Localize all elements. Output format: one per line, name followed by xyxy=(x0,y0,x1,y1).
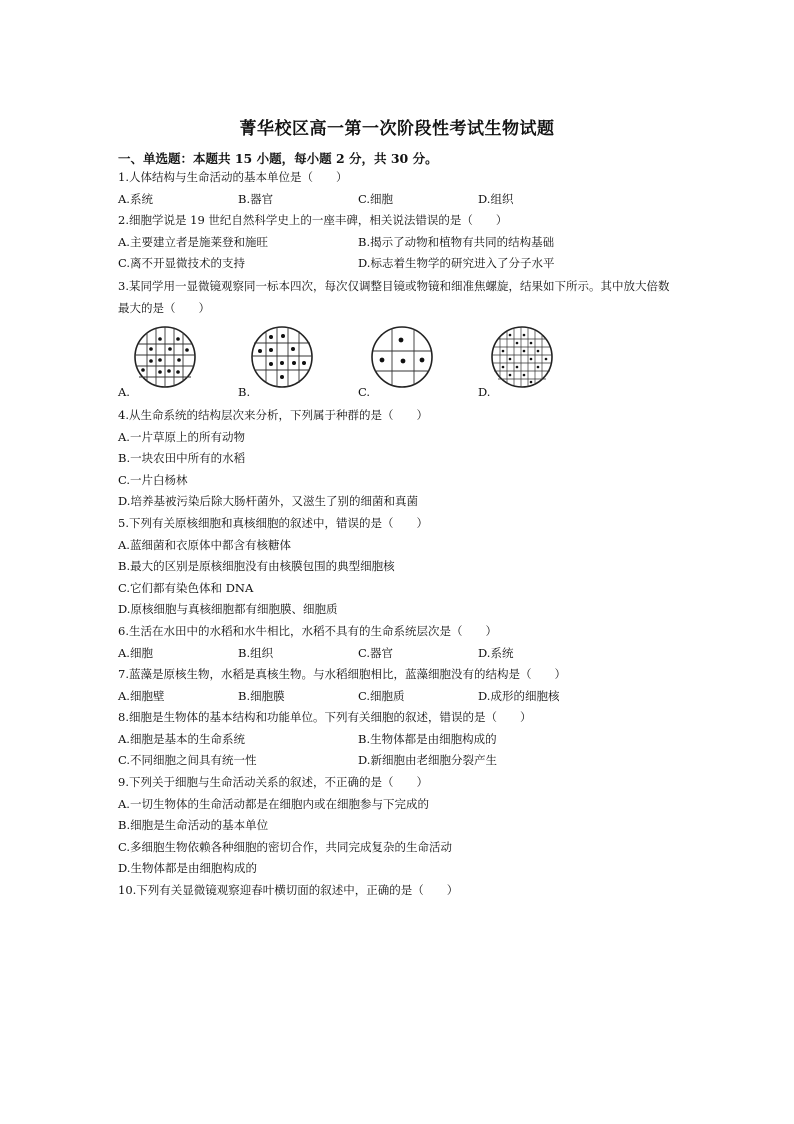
question-4-option-b: B.一块农田中所有的水稻 xyxy=(118,451,246,465)
question-5-option-d: D.原核细胞与真核细胞都有细胞膜、细胞质 xyxy=(118,602,338,616)
question-10-stem: 10.下列有关显微镜观察迎春叶横切面的叙述中，正确的是（ ） xyxy=(118,883,459,897)
question-7-stem: 7.蓝藻是原核生物，水稻是真核生物。与水稻细胞相比，蓝藻细胞没有的结构是（ ） xyxy=(118,667,566,681)
question-3-stem: 3.某同学用一显微镜观察同一标本四次，每次仅调整目镜或物镜和细准焦螺旋，结果如下所示。其中放大倍数最大的是（ ） xyxy=(118,279,670,315)
question-8-stem: 8.细胞是生物体的基本结构和功能单位。下列有关细胞的叙述，错误的是（ ） xyxy=(118,710,532,724)
question-5-option-c: C.它们都有染色体和 DNA xyxy=(118,581,254,595)
question-4-stem: 4.从生命系统的结构层次来分析，下列属于种群的是（ ） xyxy=(118,408,428,422)
question-2-option-c: C.离不开显微技术的支持 xyxy=(118,256,246,270)
question-1-option-a: A.系统 xyxy=(118,192,153,206)
question-1-option-b: B.器官 xyxy=(238,192,274,206)
question-6-option-c: C.器官 xyxy=(358,646,394,660)
question-9-stem: 9.下列关于细胞与生命活动关系的叙述，不正确的是（ ） xyxy=(118,775,428,789)
question-5-option-a: A.蓝细菌和衣原体中都含有核糖体 xyxy=(118,538,291,552)
section-heading: 一、单选题：本题共 15 小题，每小题 2 分，共 30 分。 xyxy=(118,151,438,166)
microscope-view-d xyxy=(490,325,554,389)
question-8-option-d: D.新细胞由老细胞分裂产生 xyxy=(358,753,497,767)
question-2-stem: 2.细胞学说是 19 世纪自然科学史上的一座丰碑，相关说法错误的是（ ） xyxy=(118,213,508,227)
question-8-option-c: C.不同细胞之间具有统一性 xyxy=(118,753,257,767)
question-6-stem: 6.生活在水田中的水稻和水牛相比，水稻不具有的生命系统层次是（ ） xyxy=(118,624,497,638)
question-7-option-c: C.细胞质 xyxy=(358,689,405,703)
question-1-stem: 1.人体结构与生命活动的基本单位是（ ） xyxy=(118,170,348,184)
microscope-view-a xyxy=(133,325,197,389)
exam-title: 菁华校区高一第一次阶段性考试生物试题 xyxy=(239,119,555,139)
question-4-option-c: C.一片白杨林 xyxy=(118,473,188,487)
figure-label-a: A. xyxy=(118,385,130,399)
question-7-option-a: A.细胞壁 xyxy=(118,689,165,703)
microscope-view-b xyxy=(250,325,314,389)
question-2-option-a: A.主要建立者是施莱登和施旺 xyxy=(118,235,268,249)
question-5-stem: 5.下列有关原核细胞和真核细胞的叙述中，错误的是（ ） xyxy=(118,516,428,530)
question-4-option-d: D.培养基被污染后除大肠杆菌外，又滋生了别的细菌和真菌 xyxy=(118,494,418,508)
question-6-option-a: A.细胞 xyxy=(118,646,153,660)
question-9-option-d: D.生物体都是由细胞构成的 xyxy=(118,861,257,875)
question-7-option-d: D.成形的细胞核 xyxy=(478,689,560,703)
question-9-option-a: A.一切生物体的生命活动都是在细胞内或在细胞参与下完成的 xyxy=(118,797,429,811)
figure-label-c: C. xyxy=(358,385,371,399)
microscope-view-c xyxy=(370,325,434,389)
question-9-option-b: B.细胞是生命活动的基本单位 xyxy=(118,818,269,832)
question-4-option-a: A.一片草原上的所有动物 xyxy=(118,430,245,444)
question-1-option-d: D.组织 xyxy=(478,192,514,206)
question-8-option-b: B.生物体都是由细胞构成的 xyxy=(358,732,497,746)
question-2-option-b: B.揭示了动物和植物有共同的结构基础 xyxy=(358,235,555,249)
question-5-option-b: B.最大的区别是原核细胞没有由核膜包围的典型细胞核 xyxy=(118,559,395,573)
question-6-option-b: B.组织 xyxy=(238,646,274,660)
figure-label-b: B. xyxy=(238,385,251,399)
question-6-option-d: D.系统 xyxy=(478,646,514,660)
question-2-option-d: D.标志着生物学的研究进入了分子水平 xyxy=(358,256,555,270)
question-1-option-c: C.细胞 xyxy=(358,192,394,206)
figure-label-d: D. xyxy=(478,385,491,399)
question-8-option-a: A.细胞是基本的生命系统 xyxy=(118,732,245,746)
question-9-option-c: C.多细胞生物依赖各种细胞的密切合作，共同完成复杂的生命活动 xyxy=(118,840,453,854)
question-7-option-b: B.细胞膜 xyxy=(238,689,285,703)
